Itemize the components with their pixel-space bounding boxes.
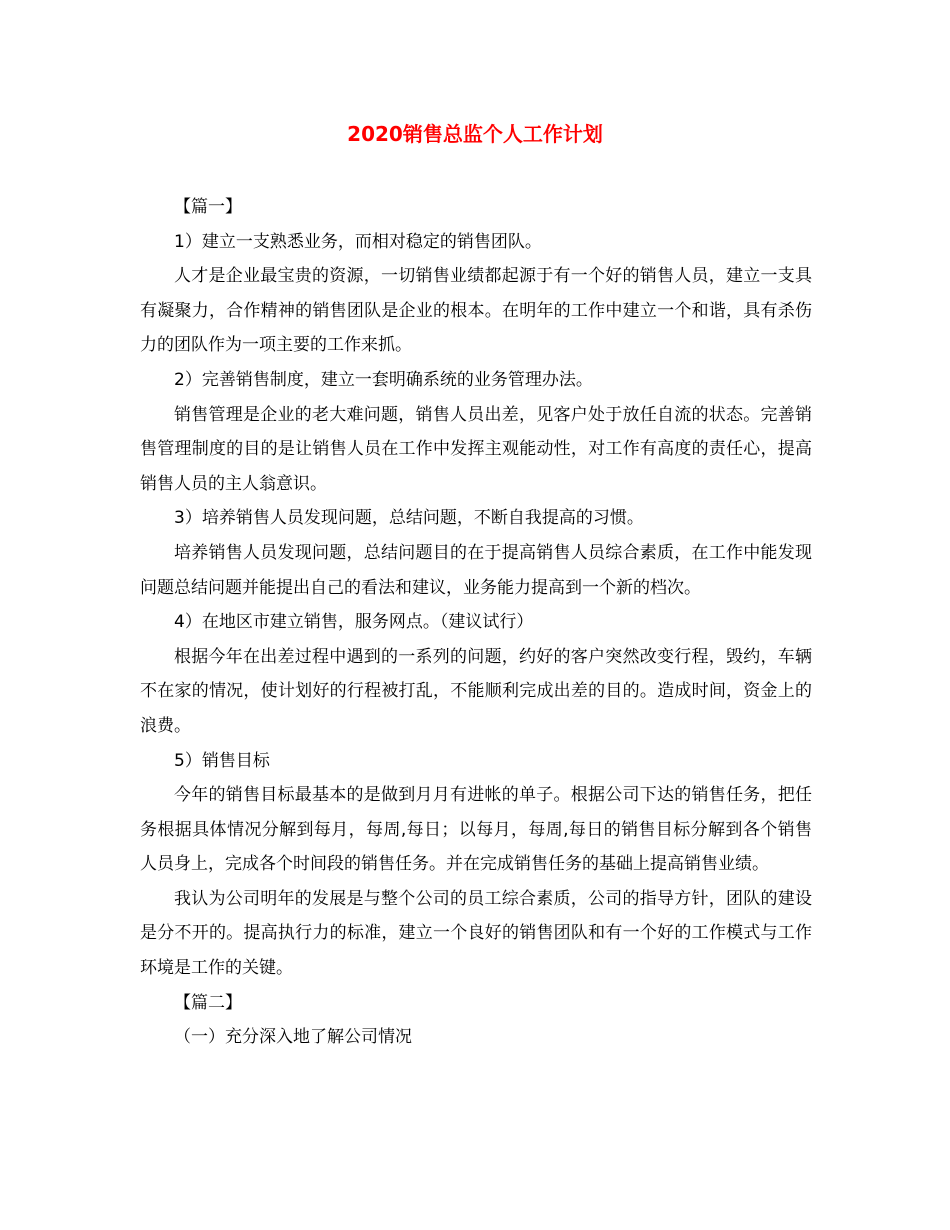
item-heading-part-two-1: （一）充分深入地了解公司情况 [174,1027,412,1048]
item-heading-5: 5）销售目标 [174,750,270,771]
paragraph: 人才是企业最宝贵的资源，一切销售业绩都起源于有一个好的销售人员，建立一支具有凝聚力，合作精神的销售团队是企业的根本。在明年的工作中建立一个和谐，具有杀伤力的团队作为一项主要的工作来抓。 [140,266,812,356]
paragraph: 今年的销售目标最基本的是做到月月有进帐的单子。根据公司下达的销售任务，把任务根据具体情况分解到每月，每周,每日；以每月，每周,每日的销售目标分解到各个销售人员身上，完成各个时间段的销售任务。并在完成销售任务的基础上提高销售业绩。 [140,785,812,875]
paragraph: 我认为公司明年的发展是与整个公司的员工综合素质，公司的指导方针，团队的建设是分不开的。提高执行力的标准，建立一个良好的销售团队和有一个好的工作模式与工作环境是工作的关键。 [140,888,812,979]
paragraph: 销售管理是企业的老大难问题，销售人员出差，见客户处于放任自流的状态。完善销售管理制度的目的是让销售人员在工作中发挥主观能动性，对工作有高度的责任心，提高销售人员的主人翁意识。 [140,404,812,494]
item-heading-4: 4）在地区市建立销售，服务网点。（建议试行） [174,612,534,633]
item-heading-3: 3）培养销售人员发现问题，总结问题，不断自我提高的习惯。 [174,508,644,529]
section-heading-part-two: 【篇二】 [174,992,242,1013]
paragraph: 根据今年在出差过程中遇到的一系列的问题，约好的客户突然改变行程，毁约，车辆不在家的情况，使计划好的行程被打乱，不能顺利完成出差的目的。造成时间，资金上的浪费。 [140,646,812,736]
section-heading-part-one: 【篇一】 [174,197,242,217]
item-heading-1: 1）建立一支熟悉业务，而相对稳定的销售团队。 [174,231,542,252]
document-body [140,190,812,1055]
item-heading-2: 2）完善销售制度，建立一套明确系统的业务管理办法。 [174,369,593,390]
document-title: 2020销售总监个人工作计划 [347,122,603,146]
paragraph: 培养销售人员发现问题，总结问题目的在于提高销售人员综合素质，在工作中能发现问题总结问题并能提出自己的看法和建议，业务能力提高到一个新的档次。 [140,542,812,598]
